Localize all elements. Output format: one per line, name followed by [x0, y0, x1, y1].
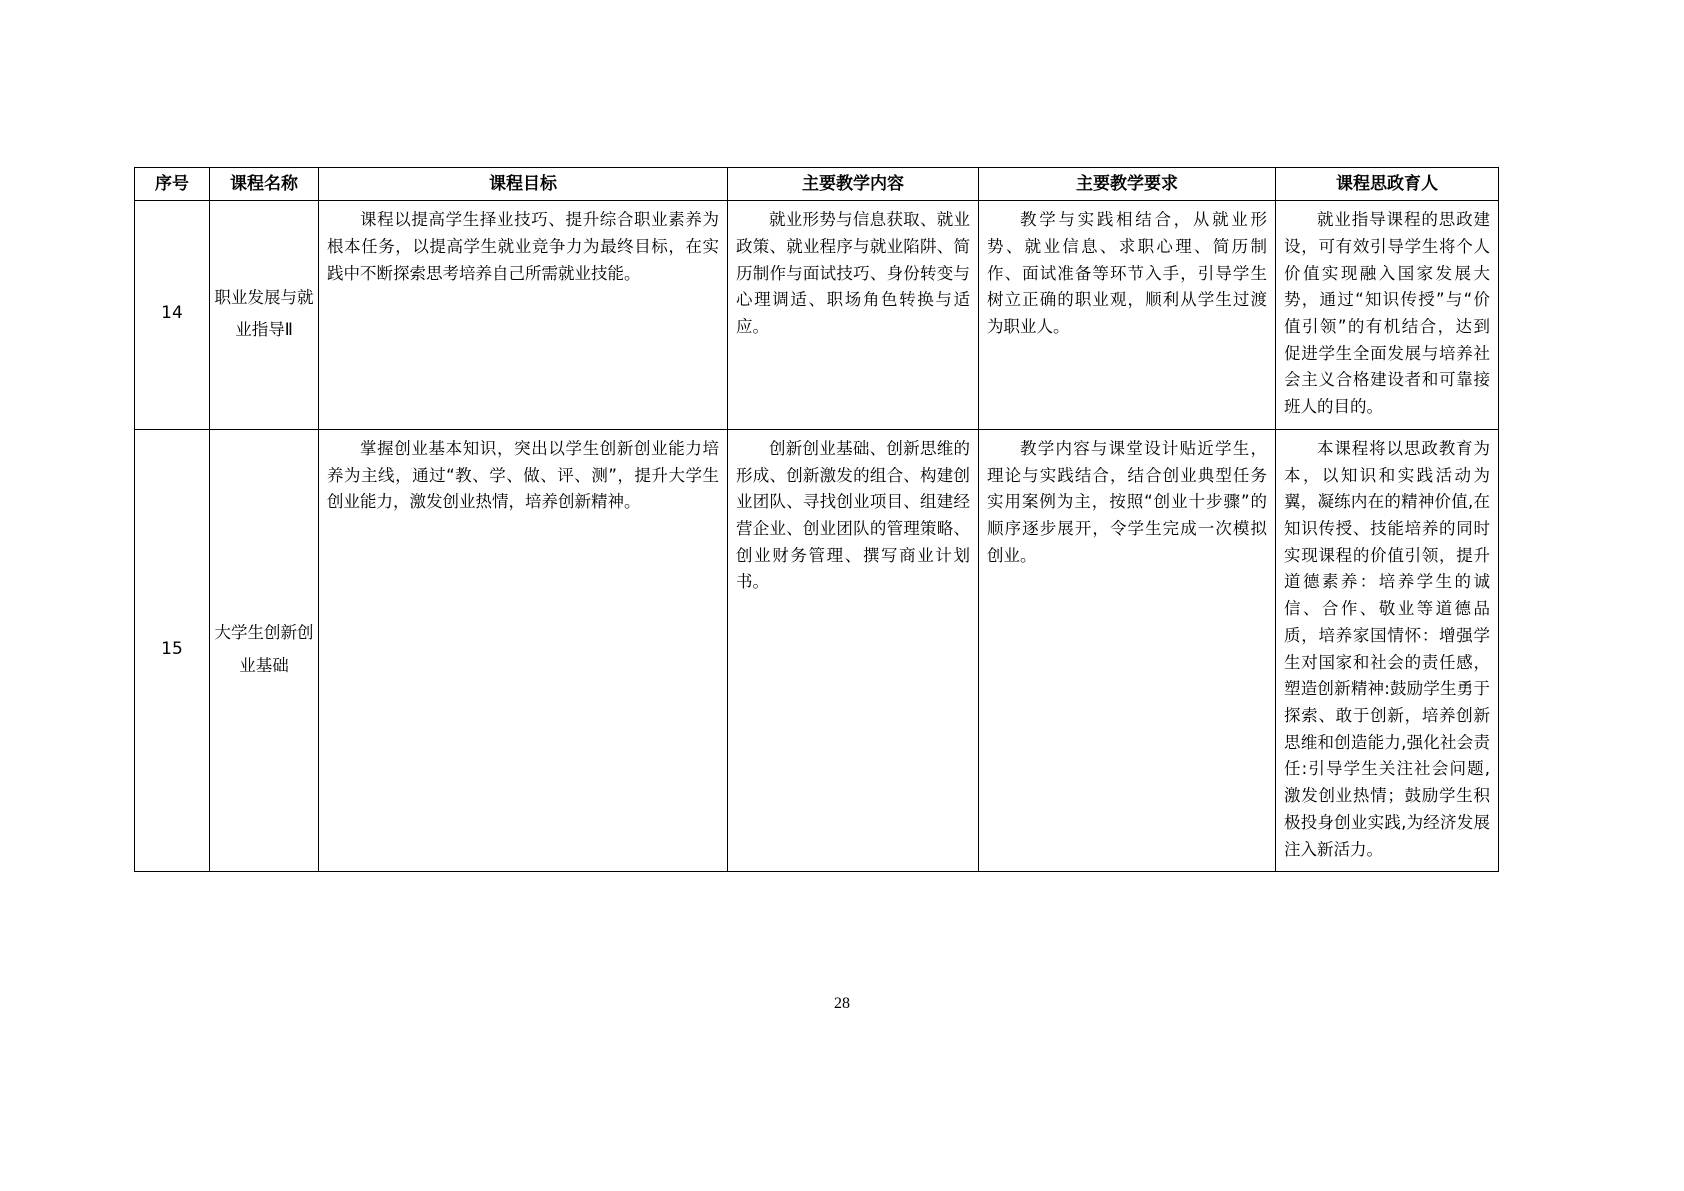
cell-course-goal-text: 掌握创业基本知识，突出以学生创新创业能力培养为主线，通过“教、学、做、评、测”，提升大学生创业能力，激发创业热情，培养创新精神。 — [327, 438, 719, 512]
cell-teaching-requirement — [979, 201, 1276, 430]
cell-teaching-requirement-text: 教学内容与课堂设计贴近学生，理论与实践结合，结合创业典型任务实用案例为主，按照“创业十步骤”的顺序逐步展开，令学生完成一次模拟创业。 — [987, 438, 1267, 565]
cell-course-name: 职业发展与就业指导Ⅱ — [210, 201, 319, 430]
cell-teaching-requirement-text: 教学与实践相结合，从就业形势、就业信息、求职心理、简历制作、面试准备等环节入手，引导学生树立正确的职业观，顺利从学生过渡为职业人。 — [987, 210, 1267, 336]
table-header-row — [135, 168, 1499, 201]
table-row — [135, 429, 1499, 872]
header-cell-teaching-requirement: 主要教学要求 — [979, 168, 1276, 201]
cell-ideological-education-text: 就业指导课程的思政建设，可有效引导学生将个人价值实现融入国家发展大势，通过“知识传授”与“价值引领”的有机结合，达到促进学生全面发展与培养社会主义合格建设者和可靠接班人的目的。 — [1284, 210, 1490, 417]
cell-course-goal — [319, 201, 728, 430]
cell-course-goal-text: 课程以提高学生择业技巧、提升综合职业素养为根本任务，以提高学生就业竞争力为最终目标，在实践中不断探索思考培养自己所需就业技能。 — [327, 210, 719, 283]
cell-serial: 14 — [135, 201, 210, 430]
table-header — [135, 168, 1499, 201]
header-cell-course-name: 课程名称 — [210, 168, 319, 201]
header-cell-course-goal: 课程目标 — [319, 168, 728, 201]
cell-course-name: 大学生创新创业基础 — [210, 429, 319, 872]
table-body — [135, 201, 1499, 872]
cell-course-goal — [319, 429, 728, 872]
cell-teaching-content — [728, 201, 979, 430]
cell-teaching-content — [728, 429, 979, 872]
header-cell-ideological-education: 课程思政育人 — [1276, 168, 1499, 201]
cell-ideological-education-text: 本课程将以思政教育为本，以知识和实践活动为翼，凝练内在的精神价值,在知识传授、技能培养的同时实现课程的价值引领，提升道德素养：培养学生的诚信、合作、敬业等道德品质，培养家国情怀：增强学生对国家和社会的责任感，塑造创新精神:鼓励学生勇于探索、敢于创新，培养创新思维和创造能力,强化社会责任:引导学生关注社会问题,激发创业热情；鼓励学生积极投身创业实践,为经济发展注入新活力。 — [1284, 438, 1490, 859]
table-row — [135, 201, 1499, 430]
course-syllabus-table — [134, 167, 1499, 872]
cell-ideological-education — [1276, 429, 1499, 872]
cell-serial: 15 — [135, 429, 210, 872]
page-number: 28 — [834, 995, 850, 1012]
cell-teaching-requirement — [979, 429, 1276, 872]
header-cell-serial: 序号 — [135, 168, 210, 201]
cell-ideological-education — [1276, 201, 1499, 430]
cell-teaching-content-text: 创新创业基础、创新思维的形成、创新激发的组合、构建创业团队、寻找创业项目、组建经营企业、创业团队的管理策略、创业财务管理、撰写商业计划书。 — [736, 438, 970, 592]
header-cell-teaching-content: 主要教学内容 — [728, 168, 979, 201]
cell-teaching-content-text: 就业形势与信息获取、就业政策、就业程序与就业陷阱、简历制作与面试技巧、身份转变与心理调适、职场角色转换与适应。 — [736, 210, 970, 336]
